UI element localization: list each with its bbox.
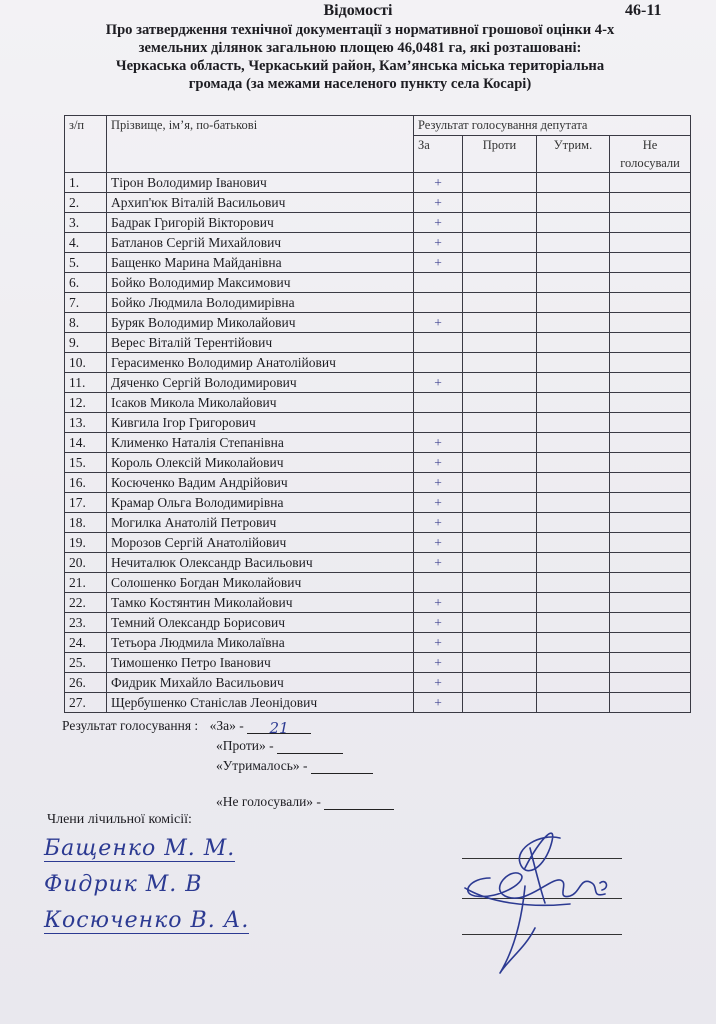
vote-novote bbox=[610, 633, 691, 653]
row-number: 26. bbox=[65, 673, 107, 693]
vote-against bbox=[463, 173, 537, 193]
vote-abstain bbox=[537, 393, 610, 413]
header-against: Проти bbox=[463, 136, 537, 173]
row-number: 4. bbox=[65, 233, 107, 253]
vote-abstain bbox=[537, 453, 610, 473]
deputy-name: Солошенко Богдан Миколайович bbox=[107, 573, 414, 593]
vote-for: + bbox=[414, 453, 463, 473]
voting-table bbox=[64, 115, 691, 713]
vote-for: + bbox=[414, 673, 463, 693]
vote-abstain bbox=[537, 533, 610, 553]
result-novote bbox=[216, 794, 394, 810]
deputy-name: Нечиталюк Олександр Васильович bbox=[107, 553, 414, 573]
vote-for: + bbox=[414, 313, 463, 333]
table-row bbox=[65, 513, 691, 533]
result-against-line bbox=[277, 739, 343, 754]
result-against-label: «Проти» - bbox=[216, 738, 274, 753]
row-number: 25. bbox=[65, 653, 107, 673]
document-title: Відомості bbox=[323, 2, 393, 19]
vote-abstain bbox=[537, 473, 610, 493]
vote-against bbox=[463, 433, 537, 453]
document-subtitle bbox=[60, 21, 660, 93]
vote-novote bbox=[610, 533, 691, 553]
row-number: 27. bbox=[65, 693, 107, 713]
row-number: 24. bbox=[65, 633, 107, 653]
vote-for: + bbox=[414, 493, 463, 513]
commission-label: Члени лічильної комісії: bbox=[47, 812, 192, 827]
result-summary bbox=[62, 718, 311, 737]
table-row bbox=[65, 173, 691, 193]
row-number: 2. bbox=[65, 193, 107, 213]
vote-novote bbox=[610, 233, 691, 253]
row-number: 23. bbox=[65, 613, 107, 633]
deputy-name: Морозов Сергій Анатолійович bbox=[107, 533, 414, 553]
row-number: 17. bbox=[65, 493, 107, 513]
table-row bbox=[65, 213, 691, 233]
vote-novote bbox=[610, 333, 691, 353]
vote-abstain bbox=[537, 433, 610, 453]
row-number: 5. bbox=[65, 253, 107, 273]
vote-for: + bbox=[414, 173, 463, 193]
vote-against bbox=[463, 673, 537, 693]
commission-member: Фидрик М. В bbox=[44, 872, 203, 897]
vote-abstain bbox=[537, 653, 610, 673]
table-row bbox=[65, 613, 691, 633]
vote-novote bbox=[610, 353, 691, 373]
vote-novote bbox=[610, 313, 691, 333]
vote-against bbox=[463, 613, 537, 633]
table-row bbox=[65, 333, 691, 353]
vote-for bbox=[414, 353, 463, 373]
vote-abstain bbox=[537, 673, 610, 693]
vote-against bbox=[463, 633, 537, 653]
vote-against bbox=[463, 193, 537, 213]
vote-novote bbox=[610, 493, 691, 513]
result-novote-label: «Не голосували» - bbox=[216, 794, 321, 809]
vote-against bbox=[463, 353, 537, 373]
table-row bbox=[65, 193, 691, 213]
vote-novote bbox=[610, 693, 691, 713]
deputy-name: Герасименко Володимир Анатолійович bbox=[107, 353, 414, 373]
vote-for: + bbox=[414, 593, 463, 613]
row-number: 10. bbox=[65, 353, 107, 373]
vote-novote bbox=[610, 393, 691, 413]
vote-abstain bbox=[537, 633, 610, 653]
table-row bbox=[65, 253, 691, 273]
deputy-name: Тірон Володимир Іванович bbox=[107, 173, 414, 193]
vote-against bbox=[463, 333, 537, 353]
commission-member: Косюченко В. А. bbox=[44, 908, 250, 933]
deputy-name: Могилка Анатолій Петрович bbox=[107, 513, 414, 533]
table-row bbox=[65, 473, 691, 493]
deputy-name: Архип'юк Віталій Васильович bbox=[107, 193, 414, 213]
row-number: 21. bbox=[65, 573, 107, 593]
vote-novote bbox=[610, 653, 691, 673]
table-row bbox=[65, 533, 691, 553]
table-row bbox=[65, 673, 691, 693]
vote-for: + bbox=[414, 433, 463, 453]
vote-novote bbox=[610, 613, 691, 633]
deputy-name: Щербушенко Станіслав Леонідович bbox=[107, 693, 414, 713]
row-number: 14. bbox=[65, 433, 107, 453]
deputy-name: Тимошенко Петро Іванович bbox=[107, 653, 414, 673]
vote-abstain bbox=[537, 253, 610, 273]
table-row bbox=[65, 353, 691, 373]
row-number: 13. bbox=[65, 413, 107, 433]
vote-against bbox=[463, 533, 537, 553]
row-number: 1. bbox=[65, 173, 107, 193]
table-row bbox=[65, 313, 691, 333]
header-for: За bbox=[414, 136, 463, 173]
vote-novote bbox=[610, 513, 691, 533]
deputy-name: Бащенко Марина Майданівна bbox=[107, 253, 414, 273]
vote-for: + bbox=[414, 233, 463, 253]
vote-novote bbox=[610, 673, 691, 693]
table-row bbox=[65, 633, 691, 653]
vote-against bbox=[463, 593, 537, 613]
vote-for: + bbox=[414, 633, 463, 653]
vote-for: + bbox=[414, 513, 463, 533]
vote-for: + bbox=[414, 653, 463, 673]
deputy-name: Крамар Ольга Володимирівна bbox=[107, 493, 414, 513]
vote-novote bbox=[610, 573, 691, 593]
result-for-value: 21 bbox=[247, 719, 311, 734]
vote-against bbox=[463, 653, 537, 673]
table-row bbox=[65, 273, 691, 293]
vote-for bbox=[414, 333, 463, 353]
vote-against bbox=[463, 233, 537, 253]
handwritten-signature bbox=[430, 808, 650, 993]
deputy-name: Тетьора Людмила Миколаївна bbox=[107, 633, 414, 653]
table-row bbox=[65, 573, 691, 593]
vote-against bbox=[463, 453, 537, 473]
vote-for: + bbox=[414, 473, 463, 493]
result-abstained-label: «Утрималось» - bbox=[216, 758, 308, 773]
header-novote: Не голосували bbox=[610, 136, 691, 173]
table-row bbox=[65, 453, 691, 473]
vote-novote bbox=[610, 213, 691, 233]
vote-abstain bbox=[537, 233, 610, 253]
subtitle-line: Черкаська область, Черкаський район, Кам’янська міська територіальна bbox=[115, 58, 605, 74]
vote-for: + bbox=[414, 693, 463, 713]
header-name: Прізвище, ім’я, по-батькові bbox=[107, 116, 414, 173]
table-row bbox=[65, 433, 691, 453]
row-number: 11. bbox=[65, 373, 107, 393]
subtitle-line: Про затвердження технічної документації з нормативної грошової оцінки 4-х bbox=[105, 22, 615, 38]
vote-against bbox=[463, 393, 537, 413]
vote-abstain bbox=[537, 693, 610, 713]
vote-against bbox=[463, 573, 537, 593]
vote-against bbox=[463, 373, 537, 393]
result-abstained-line bbox=[311, 759, 373, 774]
row-number: 3. bbox=[65, 213, 107, 233]
deputy-name: Клименко Наталія Степанівна bbox=[107, 433, 414, 453]
deputy-name: Батланов Сергій Михайлович bbox=[107, 233, 414, 253]
deputy-name: Тамко Костянтин Миколайович bbox=[107, 593, 414, 613]
vote-for: + bbox=[414, 373, 463, 393]
vote-abstain bbox=[537, 413, 610, 433]
vote-against bbox=[463, 513, 537, 533]
vote-for bbox=[414, 273, 463, 293]
deputy-name: Верес Віталій Терентійович bbox=[107, 333, 414, 353]
table-row bbox=[65, 493, 691, 513]
document-number: 46-11 bbox=[625, 2, 662, 19]
vote-against bbox=[463, 493, 537, 513]
table-row bbox=[65, 373, 691, 393]
vote-abstain bbox=[537, 373, 610, 393]
vote-novote bbox=[610, 253, 691, 273]
table-row bbox=[65, 233, 691, 253]
vote-against bbox=[463, 473, 537, 493]
vote-against bbox=[463, 413, 537, 433]
vote-for bbox=[414, 573, 463, 593]
result-against bbox=[216, 738, 343, 754]
vote-abstain bbox=[537, 213, 610, 233]
result-label: Результат голосування : bbox=[62, 718, 199, 733]
row-number: 20. bbox=[65, 553, 107, 573]
vote-novote bbox=[610, 473, 691, 493]
vote-novote bbox=[610, 413, 691, 433]
header-number: з/п bbox=[65, 116, 107, 173]
vote-against bbox=[463, 253, 537, 273]
vote-against bbox=[463, 553, 537, 573]
deputy-name: Дяченко Сергій Володимирович bbox=[107, 373, 414, 393]
row-number: 8. bbox=[65, 313, 107, 333]
deputy-name: Темний Олександр Борисович bbox=[107, 613, 414, 633]
deputy-name: Кивгила Ігор Григорович bbox=[107, 413, 414, 433]
vote-abstain bbox=[537, 173, 610, 193]
vote-abstain bbox=[537, 193, 610, 213]
vote-for: + bbox=[414, 613, 463, 633]
header-result: Результат голосування депутата bbox=[414, 116, 691, 136]
vote-abstain bbox=[537, 553, 610, 573]
vote-abstain bbox=[537, 493, 610, 513]
vote-against bbox=[463, 273, 537, 293]
vote-for: + bbox=[414, 553, 463, 573]
vote-abstain bbox=[537, 273, 610, 293]
row-number: 16. bbox=[65, 473, 107, 493]
table-row bbox=[65, 553, 691, 573]
row-number: 22. bbox=[65, 593, 107, 613]
result-abstained bbox=[216, 758, 373, 774]
deputy-name: Ісаков Микола Миколайович bbox=[107, 393, 414, 413]
row-number: 15. bbox=[65, 453, 107, 473]
row-number: 9. bbox=[65, 333, 107, 353]
vote-against bbox=[463, 293, 537, 313]
vote-novote bbox=[610, 173, 691, 193]
row-number: 19. bbox=[65, 533, 107, 553]
vote-abstain bbox=[537, 353, 610, 373]
subtitle-line: земельних ділянок загальною площею 46,0481 га, які розташовані: bbox=[138, 40, 582, 56]
vote-for: + bbox=[414, 533, 463, 553]
vote-abstain bbox=[537, 593, 610, 613]
vote-abstain bbox=[537, 313, 610, 333]
table-row bbox=[65, 393, 691, 413]
commission-member: Бащенко М. М. bbox=[44, 836, 236, 861]
vote-novote bbox=[610, 193, 691, 213]
vote-abstain bbox=[537, 513, 610, 533]
vote-novote bbox=[610, 593, 691, 613]
vote-novote bbox=[610, 553, 691, 573]
subtitle-line: громада (за межами населеного пункту села Косарі) bbox=[188, 76, 532, 92]
row-number: 18. bbox=[65, 513, 107, 533]
vote-for: + bbox=[414, 213, 463, 233]
result-for-label: «За» - bbox=[209, 718, 244, 733]
deputy-name: Косюченко Вадим Андрійович bbox=[107, 473, 414, 493]
vote-abstain bbox=[537, 613, 610, 633]
deputy-name: Фидрик Михайло Васильович bbox=[107, 673, 414, 693]
deputy-name: Король Олексій Миколайович bbox=[107, 453, 414, 473]
vote-against bbox=[463, 693, 537, 713]
vote-novote bbox=[610, 273, 691, 293]
vote-for bbox=[414, 293, 463, 313]
vote-for bbox=[414, 413, 463, 433]
vote-novote bbox=[610, 433, 691, 453]
vote-against bbox=[463, 213, 537, 233]
row-number: 12. bbox=[65, 393, 107, 413]
vote-novote bbox=[610, 453, 691, 473]
table-row bbox=[65, 693, 691, 713]
deputy-name: Буряк Володимир Миколайович bbox=[107, 313, 414, 333]
vote-abstain bbox=[537, 573, 610, 593]
row-number: 6. bbox=[65, 273, 107, 293]
table-row bbox=[65, 293, 691, 313]
vote-abstain bbox=[537, 293, 610, 313]
table-row bbox=[65, 593, 691, 613]
vote-novote bbox=[610, 293, 691, 313]
table-row bbox=[65, 653, 691, 673]
table-row bbox=[65, 413, 691, 433]
deputy-name: Бадрак Григорій Вікторович bbox=[107, 213, 414, 233]
deputy-name: Бойко Людмила Володимирівна bbox=[107, 293, 414, 313]
result-novote-line bbox=[324, 795, 394, 810]
vote-for: + bbox=[414, 253, 463, 273]
row-number: 7. bbox=[65, 293, 107, 313]
header-abstain: Утрим. bbox=[537, 136, 610, 173]
vote-novote bbox=[610, 373, 691, 393]
vote-for: + bbox=[414, 193, 463, 213]
vote-against bbox=[463, 313, 537, 333]
vote-abstain bbox=[537, 333, 610, 353]
deputy-name: Бойко Володимир Максимович bbox=[107, 273, 414, 293]
vote-for bbox=[414, 393, 463, 413]
